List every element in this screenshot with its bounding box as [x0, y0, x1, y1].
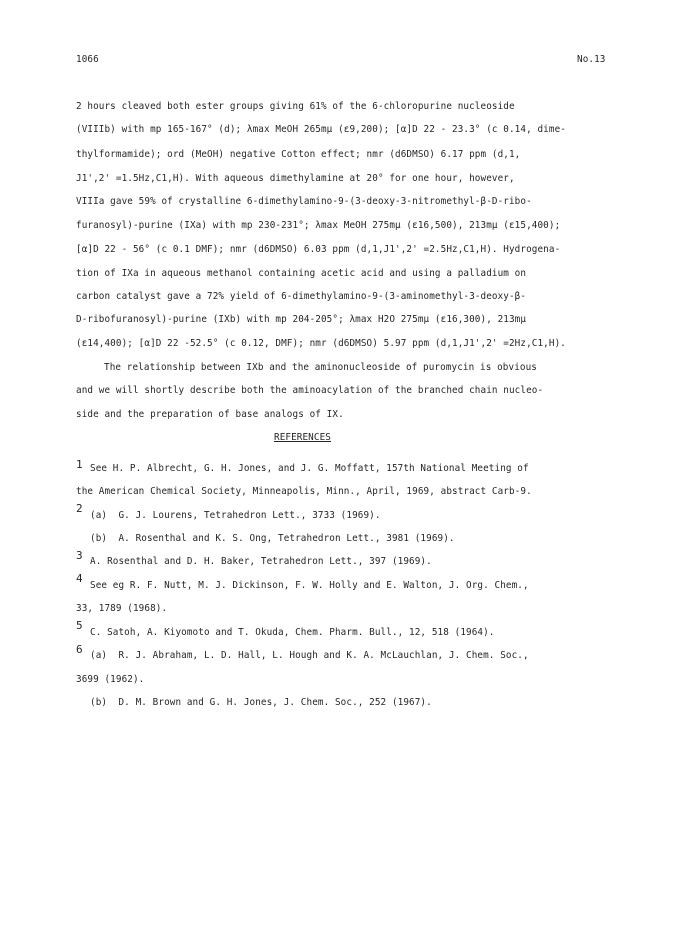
reference-line: C. Satoh, A. Kiyomoto and T. Okuda, Chem. Pharm. Bull., 12, 518 (1964). — [90, 627, 495, 638]
body-line: thylformamide); ord (MeOH) negative Cotton effect; nmr (d6DMSO) 6.17 ppm (d,1, — [76, 149, 521, 160]
body-line: (ε14,400); [α]D 22 -52.5° (c 0.12, DMF); nmr (d6DMSO) 5.97 ppm (d,1,J1',2' =2Hz,C1,H). — [76, 338, 566, 349]
body-line: D-ribofuranosyl)-purine (IXb) with mp 204-205°; λmax H2O 275mμ (ε16,300), 213mμ — [76, 314, 527, 325]
reference-line: See H. P. Albrecht, G. H. Jones, and J. G. Moffatt, 157th National Meeting of — [90, 463, 529, 474]
reference-number: 4 — [76, 572, 83, 585]
body-line: furanosyl)-purine (IXa) with mp 230-231°; λmax MeOH 275mμ (ε16,500), 213mμ (ε15,400); — [76, 220, 561, 231]
journal-issue: No.13 — [577, 54, 606, 65]
references-heading: REFERENCES — [274, 432, 331, 443]
body-line: (VIIIb) with mp 165-167° (d); λmax MeOH 265mμ (ε9,200); [α]D 22 - 23.3° (c 0.14, dime- — [76, 124, 566, 135]
reference-number: 5 — [76, 619, 83, 632]
reference-number: 3 — [76, 549, 83, 562]
body-line: tion of IXa in aqueous methanol containing acetic acid and using a palladium on — [76, 268, 527, 279]
reference-number: 1 — [76, 458, 83, 471]
body-line: [α]D 22 - 56° (c 0.1 DMF); nmr (d6DMSO) 6.03 ppm (d,1,J1',2' =2.5Hz,C1,H). Hydrogena- — [76, 244, 561, 255]
reference-line: the American Chemical Society, Minneapolis, Minn., April, 1969, abstract Carb-9. — [76, 486, 532, 497]
reference-number: 6 — [76, 643, 83, 656]
reference-line: (a) G. J. Lourens, Tetrahedron Lett., 3733 (1969). — [90, 510, 381, 521]
reference-line: 33, 1789 (1968). — [76, 603, 168, 614]
body-line: J1',2' =1.5Hz,C1,H). With aqueous dimethylamine at 20° for one hour, however, — [76, 173, 515, 184]
body-line: and we will shortly describe both the aminoacylation of the branched chain nucleo- — [76, 385, 544, 396]
body-line: 2 hours cleaved both ester groups giving 61% of the 6-chloropurine nucleoside — [76, 101, 515, 112]
reference-line: 3699 (1962). — [76, 674, 145, 685]
reference-line: (a) R. J. Abraham, L. D. Hall, L. Hough and K. A. McLauchlan, J. Chem. Soc., — [90, 650, 529, 661]
body-line: carbon catalyst gave a 72% yield of 6-dimethylamino-9-(3-aminomethyl-3-deoxy-β- — [76, 291, 527, 302]
body-line: The relationship between IXb and the aminonucleoside of puromycin is obvious — [104, 362, 537, 373]
page-number: 1066 — [76, 54, 99, 65]
body-line: side and the preparation of base analogs of IX. — [76, 409, 344, 420]
reference-line: (b) D. M. Brown and G. H. Jones, J. Chem. Soc., 252 (1967). — [90, 697, 432, 708]
reference-line: (b) A. Rosenthal and K. S. Ong, Tetrahedron Lett., 3981 (1969). — [90, 533, 455, 544]
reference-line: A. Rosenthal and D. H. Baker, Tetrahedron Lett., 397 (1969). — [90, 556, 432, 567]
reference-number: 2 — [76, 502, 83, 515]
body-line: VIIIa gave 59% of crystalline 6-dimethylamino-9-(3-deoxy-3-nitromethyl-β-D-ribo- — [76, 196, 532, 207]
reference-line: See eg R. F. Nutt, M. J. Dickinson, F. W. Holly and E. Walton, J. Org. Chem., — [90, 580, 529, 591]
